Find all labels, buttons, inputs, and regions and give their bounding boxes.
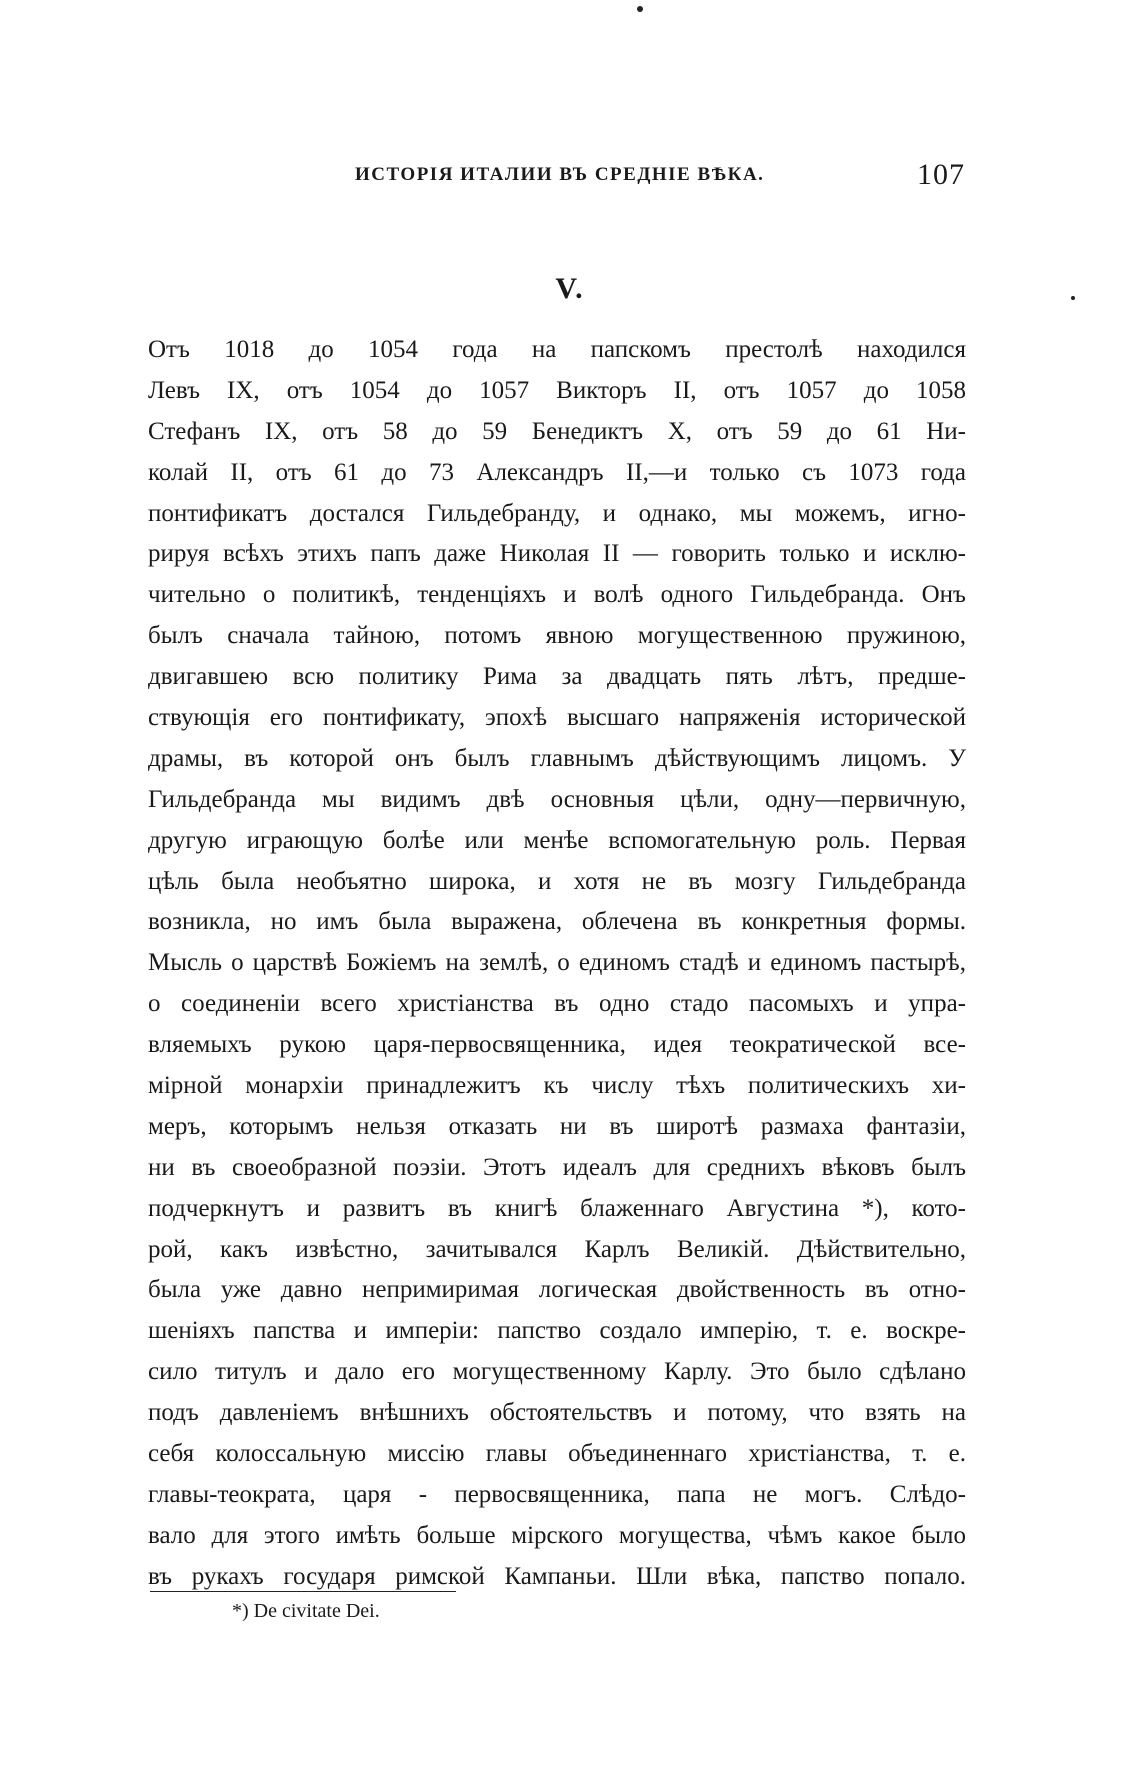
section-number: V. — [555, 272, 585, 305]
text-line: Левъ IX, отъ 1054 до 1057 Викторъ II, отъ 1057 до 1058 — [148, 376, 966, 404]
text-line: драмы, въ которой онъ былъ главнымъ дѣйствующимъ лицомъ. У — [148, 744, 966, 772]
text-line: вляемыхъ рукою царя-первосвященника, идея теократической все- — [148, 1031, 966, 1059]
text-line: меръ, которымъ нельзя отказать ни въ широтѣ размаха фантазіи, — [148, 1112, 966, 1140]
text-line: Отъ 1018 до 1054 года на папскомъ престолѣ находился — [148, 336, 966, 363]
text-line: о соединеніи всего христіанства въ одно стадо пасомыхъ и упра- — [148, 990, 966, 1018]
text-line: ни въ своеобразной поэзіи. Этотъ идеалъ для среднихъ вѣковъ былъ — [148, 1153, 966, 1181]
text-line: подчеркнутъ и развитъ въ книгѣ блаженнаго Августина *), кото- — [148, 1194, 966, 1222]
text-line: мірной монархіи принадлежитъ къ числу тѣхъ политическихъ хи- — [148, 1072, 966, 1100]
footnote-rule — [150, 1591, 456, 1592]
ink-speck — [637, 6, 643, 12]
text-line: двигавшею всю политику Рима за двадцать пять лѣтъ, предше- — [148, 663, 966, 691]
text-line: подъ давленіемъ внѣшнихъ обстоятельствъ и потому, что взять на — [148, 1399, 966, 1427]
footnote: *) De civitate Dei. — [232, 1600, 380, 1622]
text-line: рируя всѣхъ этихъ папъ даже Николая II — говорить только и исклю- — [148, 540, 966, 568]
text-line: цѣль была необъятно широка, и хотя не въ мозгу Гильдебранда — [148, 867, 966, 895]
text-line: чительно о политикѣ, тенденціяхъ и волѣ одного Гильдебранда. Онъ — [148, 581, 966, 609]
text-line: Гильдебранда мы видимъ двѣ основныя цѣли, одну—первичную, — [148, 785, 966, 813]
text-line: ствующія его понтификату, эпохѣ высшаго напряженія исторической — [148, 704, 966, 732]
text-line: вало для этого имѣть больше мірского могущества, чѣмъ какое было — [148, 1521, 966, 1549]
running-title: ИСТОРІЯ ИТАЛИИ ВЪ СРЕДНІЕ ВѢКА. — [355, 164, 765, 185]
text-line: Мысль о царствѣ Божіемъ на землѣ, о единомъ стадѣ и единомъ пастырѣ, — [148, 949, 966, 977]
text-line: возникла, но имъ была выражена, облечена въ конкретныя формы. — [148, 908, 966, 936]
text-line: шеніяхъ папства и имперіи: папство создало имперію, т. е. воскре- — [148, 1317, 966, 1345]
text-line: Стефанъ IX, отъ 58 до 59 Бенедиктъ X, отъ 59 до 61 Ни- — [148, 417, 966, 445]
text-line: понтификатъ достался Гильдебранду, и однако, мы можемъ, игно- — [148, 499, 966, 527]
text-line: сило титулъ и дало его могущественному Карлу. Это было сдѣлано — [148, 1358, 966, 1386]
body-text — [148, 330, 966, 1598]
text-line: былъ сначала тайною, потомъ явною могущественною пружиною, — [148, 622, 966, 650]
text-line: была уже давно непримиримая логическая двойственность въ отно- — [148, 1276, 966, 1304]
text-line: въ рукахъ государя римской Кампаньи. Шли вѣка, папство попало. — [148, 1562, 966, 1590]
text-line: себя колоссальную миссію главы объединеннаго христіанства, т. е. — [148, 1440, 966, 1468]
page-number: 107 — [917, 158, 965, 191]
running-header — [150, 158, 965, 198]
text-line: колай II, отъ 61 до 73 Александръ II,—и только съ 1073 года — [148, 458, 966, 486]
text-line: другую играющую болѣе или менѣе вспомогательную роль. Первая — [148, 826, 966, 854]
text-line: рой, какъ извѣстно, зачитывался Карлъ Великій. Дѣйствительно, — [148, 1235, 966, 1263]
text-line: главы-теократа, царя - первосвященника, папа не могъ. Слѣдо- — [148, 1480, 966, 1508]
